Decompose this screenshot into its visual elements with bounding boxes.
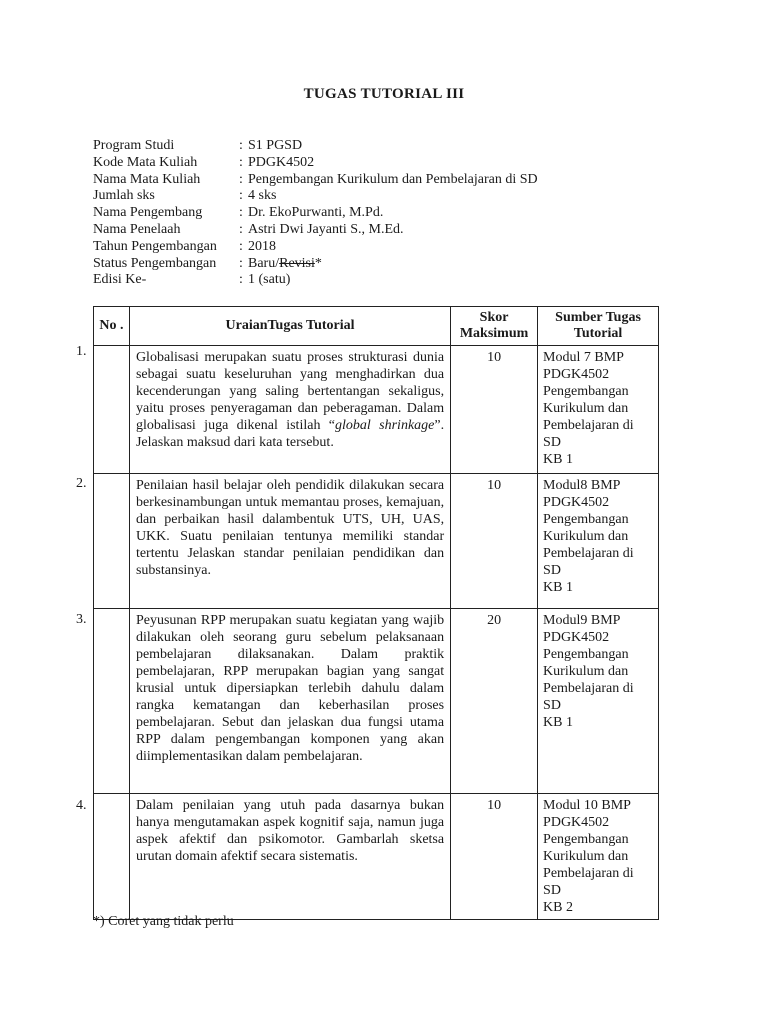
source-line: Pengembangan — [543, 384, 629, 399]
footnote: *) Coret yang tidak perlu — [93, 914, 234, 929]
source-line: Modul 10 BMP — [543, 798, 631, 813]
source-line: Pembelajaran di — [543, 681, 634, 696]
table-row — [94, 474, 659, 609]
info-colon: : — [239, 188, 243, 204]
source-line: SD — [543, 563, 561, 578]
info-value: Astri Dwi Jayanti S., M.Ed. — [248, 221, 404, 237]
info-colon: : — [239, 238, 243, 254]
info-label: Jumlah sks — [93, 188, 155, 204]
header-max-score: Skor Maksimum — [451, 307, 538, 346]
table-row — [94, 794, 659, 920]
info-value — [248, 256, 322, 273]
row-number: 3. — [76, 612, 87, 627]
info-value: PDGK4502 — [248, 154, 315, 170]
task-description — [129, 794, 450, 920]
course-info-list — [93, 138, 693, 289]
row-number-cell — [94, 794, 130, 920]
max-score: 10 — [451, 346, 538, 474]
max-score: 20 — [451, 609, 538, 794]
source-line: Kurikulum dan — [543, 849, 629, 864]
info-label: Kode Mata Kuliah — [93, 154, 198, 170]
source-line: PDGK4502 — [543, 495, 610, 510]
source-line: Modul9 BMP — [543, 613, 621, 628]
source-line: PDGK4502 — [543, 815, 610, 830]
header-source: Sumber Tugas Tutorial — [538, 307, 659, 346]
info-label: Nama Penelaah — [93, 221, 181, 237]
row-number-cell — [94, 609, 130, 794]
info-row-course-name — [93, 172, 693, 189]
tutorial-task-table — [93, 306, 659, 920]
max-score: 10 — [451, 474, 538, 609]
task-text-end: ”. Jelaskan maksud dari kata tersebut. — [135, 418, 445, 450]
info-colon: : — [239, 221, 243, 237]
source-line: Pembelajaran di — [543, 546, 634, 561]
source-line: KB 1 — [543, 715, 573, 730]
source-line: Kurikulum dan — [543, 664, 629, 679]
task-source — [538, 794, 659, 920]
status-option-revision-struck: Revisi — [279, 255, 315, 271]
info-row-year — [93, 239, 693, 256]
info-colon: : — [239, 255, 243, 271]
source-line: KB 1 — [543, 452, 573, 467]
info-label: Tahun Pengembangan — [93, 238, 217, 254]
row-number: 4. — [76, 798, 87, 813]
max-score: 10 — [451, 794, 538, 920]
task-text: Penilaian hasil belajar oleh pendidik dilakukan secara berkesinambungan untuk memantau proses, kemajuan, dan perbaikan hasil dalambentuk UTS, UH, UAS, UKK. Suatu penilaian tentunya memiliki standar tertentu Jelaskan standar penilaian pendidikan dan substansinya. — [135, 478, 445, 578]
info-colon: : — [239, 205, 243, 221]
page-title: TUGAS TUTORIAL III — [303, 86, 465, 102]
info-value: Pengembangan Kurikulum dan Pembelajaran di SD — [248, 171, 538, 187]
source-line: PDGK4502 — [543, 367, 610, 382]
info-row-status — [93, 256, 693, 273]
source-line: SD — [543, 883, 561, 898]
info-row-reviewer — [93, 222, 693, 239]
task-text: Dalam penilaian yang utuh pada dasarnya bukan hanya mengutamakan aspek kognitif saja, namun juga aspek afektif dan psikomotor. Gambarlah sketsa urutan domain afektif secara sistematis. — [135, 798, 445, 864]
task-italic-term: global shrinkage — [335, 418, 435, 433]
status-option-new: Baru/ — [248, 255, 280, 271]
header-no: No . — [94, 307, 130, 346]
info-row-program — [93, 138, 693, 155]
info-value: 4 sks — [248, 188, 277, 204]
source-line: Pengembangan — [543, 512, 629, 527]
info-row-edition — [93, 272, 693, 289]
info-label: Nama Mata Kuliah — [93, 171, 201, 187]
source-line: SD — [543, 435, 561, 450]
info-label: Status Pengembangan — [93, 255, 217, 271]
source-line: KB 2 — [543, 900, 573, 915]
task-text: Peyusunan RPP merupakan suatu kegiatan yang wajib dilakukan oleh seorang guru sebelum pelaksanaan pembelajaran dilaksanakan. Dalam praktik pembelajaran, RPP merupakan bagian yang sangat krusial untuk dipersiapkan terlebih dahulu dalam rangka kematangan dan keberhasilan proses pembelajaran. Sebut dan jelaskan dua fungsi utama RPP dalam pengembangan komponen yang akan diimplementasikan dalam pembelajaran. — [135, 613, 445, 764]
info-row-credits — [93, 188, 693, 205]
info-row-course-code — [93, 155, 693, 172]
source-line: Pengembangan — [543, 832, 629, 847]
info-label: Edisi Ke- — [93, 272, 147, 288]
header-description: UraianTugas Tutorial — [129, 307, 450, 346]
task-source — [538, 609, 659, 794]
status-asterisk: * — [314, 255, 322, 271]
source-line: Pembelajaran di — [543, 866, 634, 881]
row-number: 2. — [76, 476, 87, 491]
info-colon: : — [239, 171, 243, 187]
info-colon: : — [239, 272, 243, 288]
row-number-cell — [94, 474, 130, 609]
info-value: S1 PGSD — [248, 138, 303, 153]
task-text: Globalisasi merupakan suatu proses strukturasi dunia sebagai suatu keseluruhan yang menghadirkan dua kecenderungan yang saling bertentangan sekaligus, yaitu proses penyeragaman dan peberagaman. Dalam globalisasi juga dikenal istilah “ — [135, 350, 445, 433]
source-line: PDGK4502 — [543, 630, 610, 645]
table-row — [94, 346, 659, 474]
source-line: Modul8 BMP — [543, 478, 621, 493]
info-label: Nama Pengembang — [93, 205, 203, 221]
task-description — [129, 346, 450, 474]
task-description — [129, 474, 450, 609]
info-value: 2018 — [248, 238, 276, 254]
row-number: 1. — [76, 344, 87, 359]
info-value: Dr. EkoPurwanti, M.Pd. — [248, 205, 384, 221]
info-colon: : — [239, 154, 243, 170]
task-description — [129, 609, 450, 794]
source-line: Kurikulum dan — [543, 401, 629, 416]
table-row — [94, 609, 659, 794]
source-line: Modul 7 BMP — [543, 350, 624, 365]
info-label: Program Studi — [93, 138, 175, 153]
source-line: Kurikulum dan — [543, 529, 629, 544]
info-value: 1 (satu) — [248, 272, 291, 288]
source-line: KB 1 — [543, 580, 573, 595]
task-source — [538, 474, 659, 609]
info-row-developer — [93, 205, 693, 222]
source-line: SD — [543, 698, 561, 713]
table-header-row — [94, 307, 659, 346]
source-line: Pembelajaran di — [543, 418, 634, 433]
row-number-cell — [94, 346, 130, 474]
task-source — [538, 346, 659, 474]
source-line: Pengembangan — [543, 647, 629, 662]
info-colon: : — [239, 138, 243, 153]
